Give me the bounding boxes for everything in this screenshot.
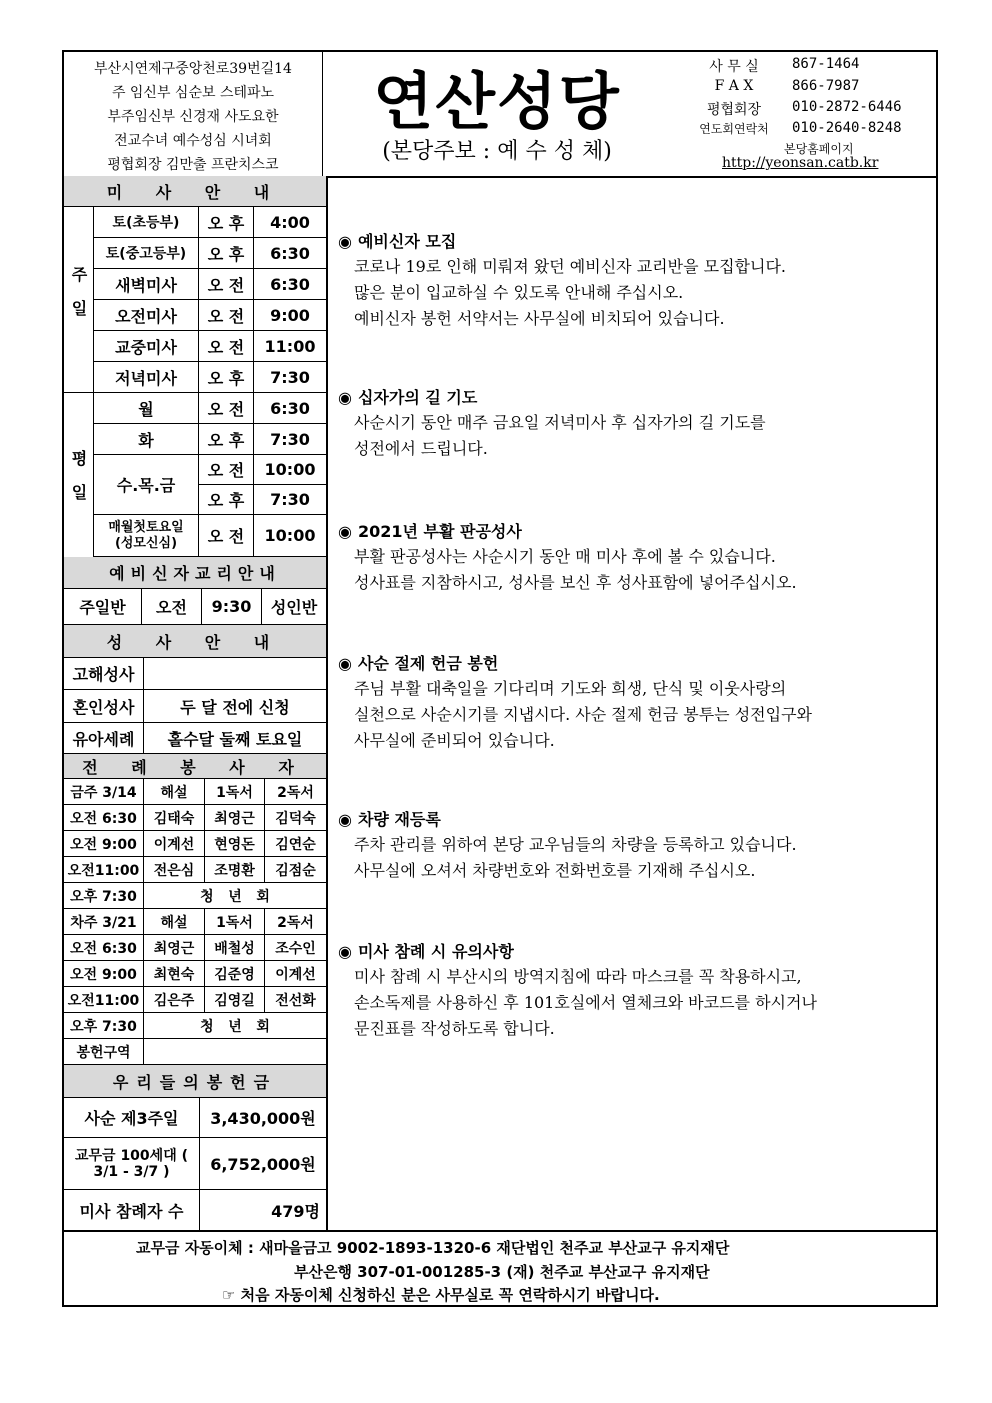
notice-line: 코로나 19로 인해 미뤄져 왔던 예비신자 교리반을 모집합니다. [354, 257, 786, 276]
notice-line: 성전에서 드립니다. [354, 439, 488, 458]
sunday-mass-ampm: 오 후 [199, 362, 254, 393]
minister-cell: 전선화 [265, 987, 326, 1013]
offering-value: 3,430,000원 [200, 1098, 326, 1138]
address: 부산시연제구중앙천로39번길14 [94, 61, 292, 77]
minister-cell: 이계선 [265, 961, 326, 987]
contact-fax: F A X 866-7987 [714, 78, 860, 94]
weekday-mass-name: 화 [94, 424, 199, 455]
minister-cell: 김태숙 [144, 805, 205, 831]
sunday-mass-name: 새벽미사 [94, 269, 199, 300]
catechumen-target: 성인반 [262, 589, 326, 625]
minister-cell: 청 년 회 [144, 883, 326, 909]
sunday-mass-name: 오전미사 [94, 300, 199, 331]
weekday-mass-ampm: 오 후 [199, 485, 254, 515]
sunday-mass-ampm: 오 전 [199, 300, 254, 331]
notice-line: 문진표를 작성하도록 합니다. [354, 1019, 555, 1038]
sacrament-name: 혼인성사 [64, 690, 144, 723]
weekday-mass-time: 10:00 [254, 455, 326, 485]
minister-cell: 김영길 [205, 987, 265, 1013]
minister-cell: 오후 7:30 [64, 1013, 144, 1039]
bulletin-page [62, 50, 938, 1307]
notice [334, 520, 934, 596]
sunday-mass-ampm: 오 후 [199, 207, 254, 238]
catechumen-class: 주일반 [64, 589, 142, 625]
contact-office: 사 무 실 867-1464 [709, 56, 860, 75]
notice-line: 부활 판공성사는 사순시기 동안 매 미사 후에 볼 수 있습니다. [354, 547, 776, 566]
sacrament-value: 두 달 전에 신청 [144, 690, 326, 723]
sunday-mass-ampm: 오 전 [199, 331, 254, 362]
notice-title: ◉ 십자가의 길 기도 [338, 388, 478, 407]
catechumen-time: 9:30 [202, 589, 262, 625]
catechumen-title: 예비신자교리안내 [64, 557, 326, 589]
minister-cell: 1독서 [205, 909, 265, 935]
offerings-title: 우리들의봉헌금 [64, 1065, 326, 1098]
minister-cell: 김은주 [144, 987, 205, 1013]
homepage-link[interactable]: http://yeonsan.catb.kr [722, 155, 879, 171]
notice-line: 주님 부활 대축일을 기다리며 기도와 희생, 단식 및 이웃사랑의 [354, 679, 787, 698]
info-table [64, 176, 328, 1230]
mass-title: 미 사 안 내 [64, 176, 326, 207]
council-president: 평협회장 김만출 프란치스코 [107, 157, 279, 173]
minister-cell: 최영근 [144, 935, 205, 961]
sunday-mass-name: 교중미사 [94, 331, 199, 362]
sacrament-value: 홀수달 둘째 토요일 [144, 723, 326, 754]
footer-note-line: ☞ 처음 자동이체 신청하신 분은 사무실로 꼭 연락하시기 바랍니다. [222, 1286, 660, 1304]
sunday-mass-ampm: 오 후 [199, 238, 254, 269]
weekday-mass-time: 10:00 [254, 515, 326, 557]
weekday-mass-name: 매월첫토요일(성모신심) [94, 515, 199, 557]
minister-cell: 오후 7:30 [64, 883, 144, 909]
assistant-pastor: 부주임신부 신경재 사도요한 [107, 109, 279, 125]
notice-title: ◉ 2021년 부활 판공성사 [338, 522, 522, 541]
sunday-mass-name: 토(초등부) [94, 207, 199, 238]
offering-value: 479명 [271, 1201, 320, 1221]
minister-cell: 현영돈 [205, 831, 265, 857]
minister-cell: 오전 6:30 [64, 935, 144, 961]
sunday-mass-time: 9:00 [254, 300, 326, 331]
notice-bullet-icon: ◉ [338, 232, 352, 251]
notice-title: ◉ 예비신자 모집 [338, 232, 457, 251]
weekday-mass-time: 7:30 [254, 424, 326, 455]
sunday-mass-name: 저녁미사 [94, 362, 199, 393]
sacrament-value [144, 658, 326, 690]
minister-cell: 최현숙 [144, 961, 205, 987]
service-area-value [144, 1039, 326, 1065]
notice [334, 386, 934, 462]
weekday-mass-ampm: 오 후 [199, 424, 254, 455]
minister-cell: 전은심 [144, 857, 205, 883]
footer-bank-line: 부산은행 307-01-001285-3 (재) 천주교 부산교구 유지재단 [294, 1263, 710, 1281]
notice-line: 미사 참례 시 부산시의 방역지침에 따라 마스크를 꼭 착용하시고, [354, 967, 802, 986]
notice-line: 사무실에 오셔서 차량번호와 전화번호를 기재해 주십시오. [354, 861, 756, 880]
minister-cell: 금주 3/14 [64, 779, 144, 805]
minister-cell: 2독서 [265, 779, 326, 805]
notice [334, 808, 934, 884]
minister-cell: 1독서 [205, 779, 265, 805]
sister: 전교수녀 예수성심 시녀회 [114, 133, 272, 149]
sunday-mass-name: 토(중고등부) [94, 238, 199, 269]
minister-cell: 해설 [144, 909, 205, 935]
catechumen-ampm: 오전 [142, 589, 202, 625]
weekday-mass-ampm: 오 전 [199, 515, 254, 557]
notice-bullet-icon: ◉ [338, 942, 352, 961]
notice-line: 사순시기 동안 매주 금요일 저녁미사 후 십자가의 길 기도를 [354, 413, 766, 432]
weekday-mass-name: 월 [94, 393, 199, 424]
offering-name: 사순 제3주일 [64, 1098, 200, 1138]
minister-cell: 이계선 [144, 831, 205, 857]
sunday-label: 주일 [64, 207, 94, 393]
contact-memorial: 연도회연락처 010-2640-8248 [699, 120, 902, 136]
minister-cell: 조명환 [205, 857, 265, 883]
minister-cell: 김준영 [205, 961, 265, 987]
bulletin-footer [64, 1230, 936, 1307]
bulletin-subtitle: (본당주보 : 예 수 성 체) [382, 139, 612, 164]
minister-cell: 2독서 [265, 909, 326, 935]
sacrament-name: 고해성사 [64, 658, 144, 690]
notice-line: 많은 분이 입교하실 수 있도록 안내해 주십시오. [354, 283, 684, 302]
pastor: 주 임신부 심순보 스테파노 [111, 85, 275, 101]
contact-info [684, 52, 936, 176]
weekday-mass-ampm: 오 전 [199, 393, 254, 424]
ministers-title: 전 례 봉 사 자 [64, 754, 326, 779]
homepage-label: 본당홈페이지 [784, 142, 854, 156]
notice [334, 940, 934, 1042]
minister-cell: 해설 [144, 779, 205, 805]
minister-cell: 김연순 [265, 831, 326, 857]
notice [334, 652, 934, 754]
minister-cell: 청 년 회 [144, 1013, 326, 1039]
sunday-mass-ampm: 오 전 [199, 269, 254, 300]
minister-cell: 최영근 [205, 805, 265, 831]
bulletin-header [64, 52, 936, 178]
notice-line: 손소독제를 사용하신 후 101호실에서 열체크와 바코드를 하시거나 [354, 993, 817, 1012]
parish-staff [64, 52, 323, 176]
offering-name: 미사 참례자 수 [64, 1190, 200, 1230]
minister-cell: 조수인 [265, 935, 326, 961]
sacraments-title: 성 사 안 내 [64, 625, 326, 658]
minister-cell: 배철성 [205, 935, 265, 961]
minister-cell: 차주 3/21 [64, 909, 144, 935]
minister-cell: 오전 9:00 [64, 831, 144, 857]
notice-bullet-icon: ◉ [338, 810, 352, 829]
notice-line: 사무실에 준비되어 있습니다. [354, 731, 555, 750]
minister-cell: 오전11:00 [64, 857, 144, 883]
weekday-label: 평일 [64, 393, 94, 575]
weekday-mass-ampm: 오 전 [199, 455, 254, 485]
offering-name: 교무금 100세대 ( 3/1 - 3/7 ) [64, 1138, 200, 1190]
contact-council: 평협회장 010-2872-6446 [706, 99, 902, 118]
sunday-mass-time: 7:30 [254, 362, 326, 393]
weekday-mass-name: 수.목.금 [94, 455, 199, 515]
notice-line: 주차 관리를 위하여 본당 교우님들의 차량을 등록하고 있습니다. [354, 835, 797, 854]
notice-bullet-icon: ◉ [338, 522, 352, 541]
minister-cell: 김점순 [265, 857, 326, 883]
sunday-mass-time: 11:00 [254, 331, 326, 362]
service-area-label: 봉헌구역 [64, 1039, 144, 1065]
minister-cell: 오전11:00 [64, 987, 144, 1013]
notice-line: 실천으로 사순시기를 지냅시다. 사순 절제 헌금 봉투는 성전입구와 [354, 705, 813, 724]
notice-bullet-icon: ◉ [338, 654, 352, 673]
offering-value: 6,752,000원 [200, 1138, 326, 1190]
notice-line: 예비신자 봉헌 서약서는 사무실에 비치되어 있습니다. [354, 309, 725, 328]
notice-bullet-icon: ◉ [338, 388, 352, 407]
notice-line: 성사표를 지참하시고, 성사를 보신 후 성사표함에 넣어주십시오. [354, 573, 797, 592]
notice [334, 230, 934, 332]
parish-name: 연산성당 [373, 65, 621, 138]
notice-title: ◉ 사순 절제 헌금 봉헌 [338, 654, 499, 673]
sunday-mass-time: 6:30 [254, 269, 326, 300]
weekday-mass-time: 6:30 [254, 393, 326, 424]
weekday-mass-time: 7:30 [254, 485, 326, 515]
minister-cell: 김덕숙 [265, 805, 326, 831]
minister-cell: 오전 9:00 [64, 961, 144, 987]
sunday-mass-time: 4:00 [254, 207, 326, 238]
footer-transfer-line: 교무금 자동이체 : 새마을금고 9002-1893-1320-6 재단법인 천주교 부산교구 유지재단 [136, 1239, 730, 1257]
minister-cell: 오전 6:30 [64, 805, 144, 831]
notice-title: ◉ 미사 참례 시 유의사항 [338, 942, 514, 961]
sacrament-name: 유아세례 [64, 723, 144, 754]
notices-panel [328, 176, 936, 1230]
sunday-mass-time: 6:30 [254, 238, 326, 269]
notice-title: ◉ 차량 재등록 [338, 810, 441, 829]
